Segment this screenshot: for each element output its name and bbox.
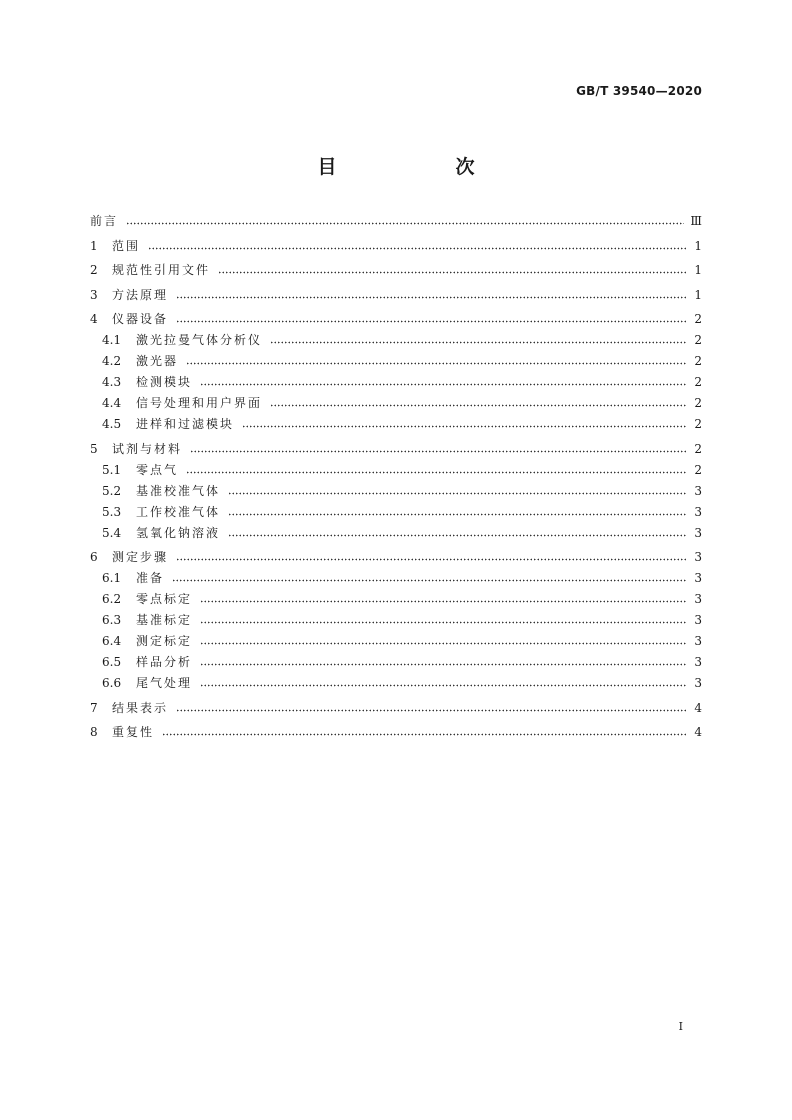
standard-code: GB/T 39540—2020 [576, 84, 702, 98]
toc-entry-number: 4.4 [102, 396, 122, 410]
toc-dot-leader [200, 621, 686, 624]
toc-entry-title: 激光器 [136, 354, 179, 368]
toc-entry[interactable] [90, 253, 702, 278]
toc-entry-title: 激光拉曼气体分析仪 [136, 333, 263, 347]
toc-entry[interactable] [90, 648, 702, 669]
toc-entry-page: 1 [694, 287, 702, 302]
toc-entry-title: 前言 [90, 214, 119, 228]
toc-entry-page: 2 [694, 333, 702, 347]
toc-dot-leader [228, 534, 686, 537]
toc-entry-number: 6 [90, 550, 98, 564]
toc-dot-leader [200, 684, 686, 687]
toc-entry-title: 仪器设备 [112, 312, 169, 326]
toc-entry-title: 信号处理和用户界面 [136, 396, 263, 410]
toc-dot-leader [176, 709, 686, 712]
toc-entry-number: 4.3 [102, 375, 122, 389]
toc-entry-number: 6.5 [102, 655, 122, 669]
toc-entry[interactable] [90, 368, 702, 389]
toc-entry[interactable] [90, 431, 702, 456]
toc-entry-title: 方法原理 [112, 287, 169, 302]
toc-entry-page: 3 [694, 592, 702, 606]
toc-entry-title: 工作校准气体 [136, 504, 221, 519]
toc-entry-page: 2 [694, 375, 702, 389]
toc-entry-title: 基准校准气体 [136, 483, 221, 498]
toc-dot-leader [186, 362, 686, 365]
toc-dot-leader [200, 383, 686, 386]
toc-entry-number: 5.2 [102, 483, 122, 498]
toc-entry-title: 准备 [136, 571, 165, 585]
toc-entry-page: 3 [694, 550, 702, 564]
toc-entry-title: 尾气处理 [136, 676, 193, 690]
toc-entry-page: 3 [694, 634, 702, 648]
toc-dot-leader [176, 558, 686, 561]
toc-entry-page: 1 [694, 263, 702, 277]
toc-entry-title: 进样和过滤模块 [136, 417, 235, 431]
toc-entry-title: 规范性引用文件 [112, 263, 211, 277]
toc-entry[interactable] [90, 228, 702, 253]
toc-dot-leader [200, 600, 686, 603]
toc-entry-title: 样品分析 [136, 655, 193, 669]
toc-dot-leader [126, 222, 684, 225]
toc-entry-page: 2 [694, 312, 702, 326]
toc-entry-page: 3 [694, 504, 702, 519]
toc-entry-number: 6.2 [102, 592, 122, 606]
toc-entry[interactable] [90, 498, 702, 519]
toc-entry-number: 4.1 [102, 333, 122, 347]
toc-entry-number: 2 [90, 263, 98, 277]
toc-dot-leader [200, 642, 686, 645]
toc-entry-page: 1 [694, 238, 702, 253]
toc-entry-number: 7 [90, 700, 98, 715]
toc-entry[interactable] [90, 214, 702, 228]
toc-entry-title: 测定步骤 [112, 550, 169, 564]
toc-entry-page: 3 [694, 525, 702, 540]
toc-dot-leader [270, 341, 686, 344]
toc-dot-leader [190, 450, 686, 453]
page-number: I [678, 1020, 683, 1033]
toc-dot-leader [242, 425, 686, 428]
toc-entry-number: 4.5 [102, 417, 122, 431]
toc-entry[interactable] [90, 540, 702, 565]
toc-entry-page: 2 [694, 417, 702, 431]
toc-entry[interactable] [90, 326, 702, 347]
toc-entry-title: 检测模块 [136, 375, 193, 389]
toc-entry-number: 1 [90, 238, 98, 253]
toc-dot-leader [218, 271, 686, 274]
toc-entry[interactable] [90, 627, 702, 648]
toc-entry-page: 4 [694, 700, 702, 715]
toc-entry-page: 4 [694, 725, 702, 739]
toc-entry[interactable] [90, 606, 702, 627]
toc-entry-page: 3 [694, 613, 702, 627]
toc-entry-number: 4 [90, 312, 98, 326]
toc-entry-number: 5.4 [102, 525, 122, 540]
toc-entry-page: 3 [694, 483, 702, 498]
toc-entry-page: 3 [694, 571, 702, 585]
table-of-contents [90, 214, 702, 739]
toc-entry-number: 6.6 [102, 676, 122, 690]
toc-entry-title: 测定标定 [136, 634, 193, 648]
toc-dot-leader [200, 663, 686, 666]
toc-entry[interactable] [90, 410, 702, 431]
toc-entry-title: 范围 [112, 238, 141, 253]
toc-dot-leader [176, 320, 686, 323]
toc-entry-page: Ⅲ [690, 214, 702, 228]
toc-dot-leader [162, 733, 686, 736]
toc-entry[interactable] [90, 277, 702, 302]
toc-entry-title: 零点气 [136, 462, 179, 477]
toc-entry-page: 3 [694, 676, 702, 690]
toc-dot-leader [148, 247, 686, 250]
toc-entry-title: 基准标定 [136, 613, 193, 627]
toc-entry-number: 4.2 [102, 354, 122, 368]
toc-dot-leader [270, 404, 686, 407]
toc-dot-leader [186, 471, 686, 474]
toc-entry[interactable] [90, 477, 702, 498]
page-title: 目 次 [317, 156, 525, 178]
toc-entry[interactable] [90, 585, 702, 606]
toc-entry-title: 试剂与材料 [112, 441, 183, 456]
toc-entry-number: 3 [90, 287, 98, 302]
toc-entry-number: 6.3 [102, 613, 122, 627]
toc-entry[interactable] [90, 519, 702, 540]
toc-entry[interactable] [90, 669, 702, 690]
toc-dot-leader [228, 492, 686, 495]
toc-entry-page: 2 [694, 354, 702, 368]
toc-entry[interactable] [90, 715, 702, 740]
toc-entry-number: 5 [90, 441, 98, 456]
toc-entry-page: 2 [694, 462, 702, 477]
toc-entry-page: 2 [694, 441, 702, 456]
toc-entry[interactable] [90, 456, 702, 477]
toc-dot-leader [172, 579, 686, 582]
toc-entry-number: 5.3 [102, 504, 122, 519]
toc-dot-leader [228, 513, 686, 516]
toc-dot-leader [176, 296, 686, 299]
toc-entry[interactable] [90, 564, 702, 585]
toc-entry-title: 结果表示 [112, 700, 169, 715]
toc-entry-title: 氢氧化钠溶液 [136, 525, 221, 540]
toc-entry-title: 重复性 [112, 725, 155, 739]
toc-entry[interactable] [90, 347, 702, 368]
toc-entry-page: 3 [694, 655, 702, 669]
toc-entry-number: 5.1 [102, 462, 122, 477]
toc-entry-number: 8 [90, 725, 98, 739]
toc-entry-number: 6.4 [102, 634, 122, 648]
toc-entry[interactable] [90, 690, 702, 715]
toc-entry[interactable] [90, 389, 702, 410]
toc-entry-number: 6.1 [102, 571, 122, 585]
toc-entry-title: 零点标定 [136, 592, 193, 606]
toc-entry[interactable] [90, 302, 702, 327]
toc-entry-page: 2 [694, 396, 702, 410]
